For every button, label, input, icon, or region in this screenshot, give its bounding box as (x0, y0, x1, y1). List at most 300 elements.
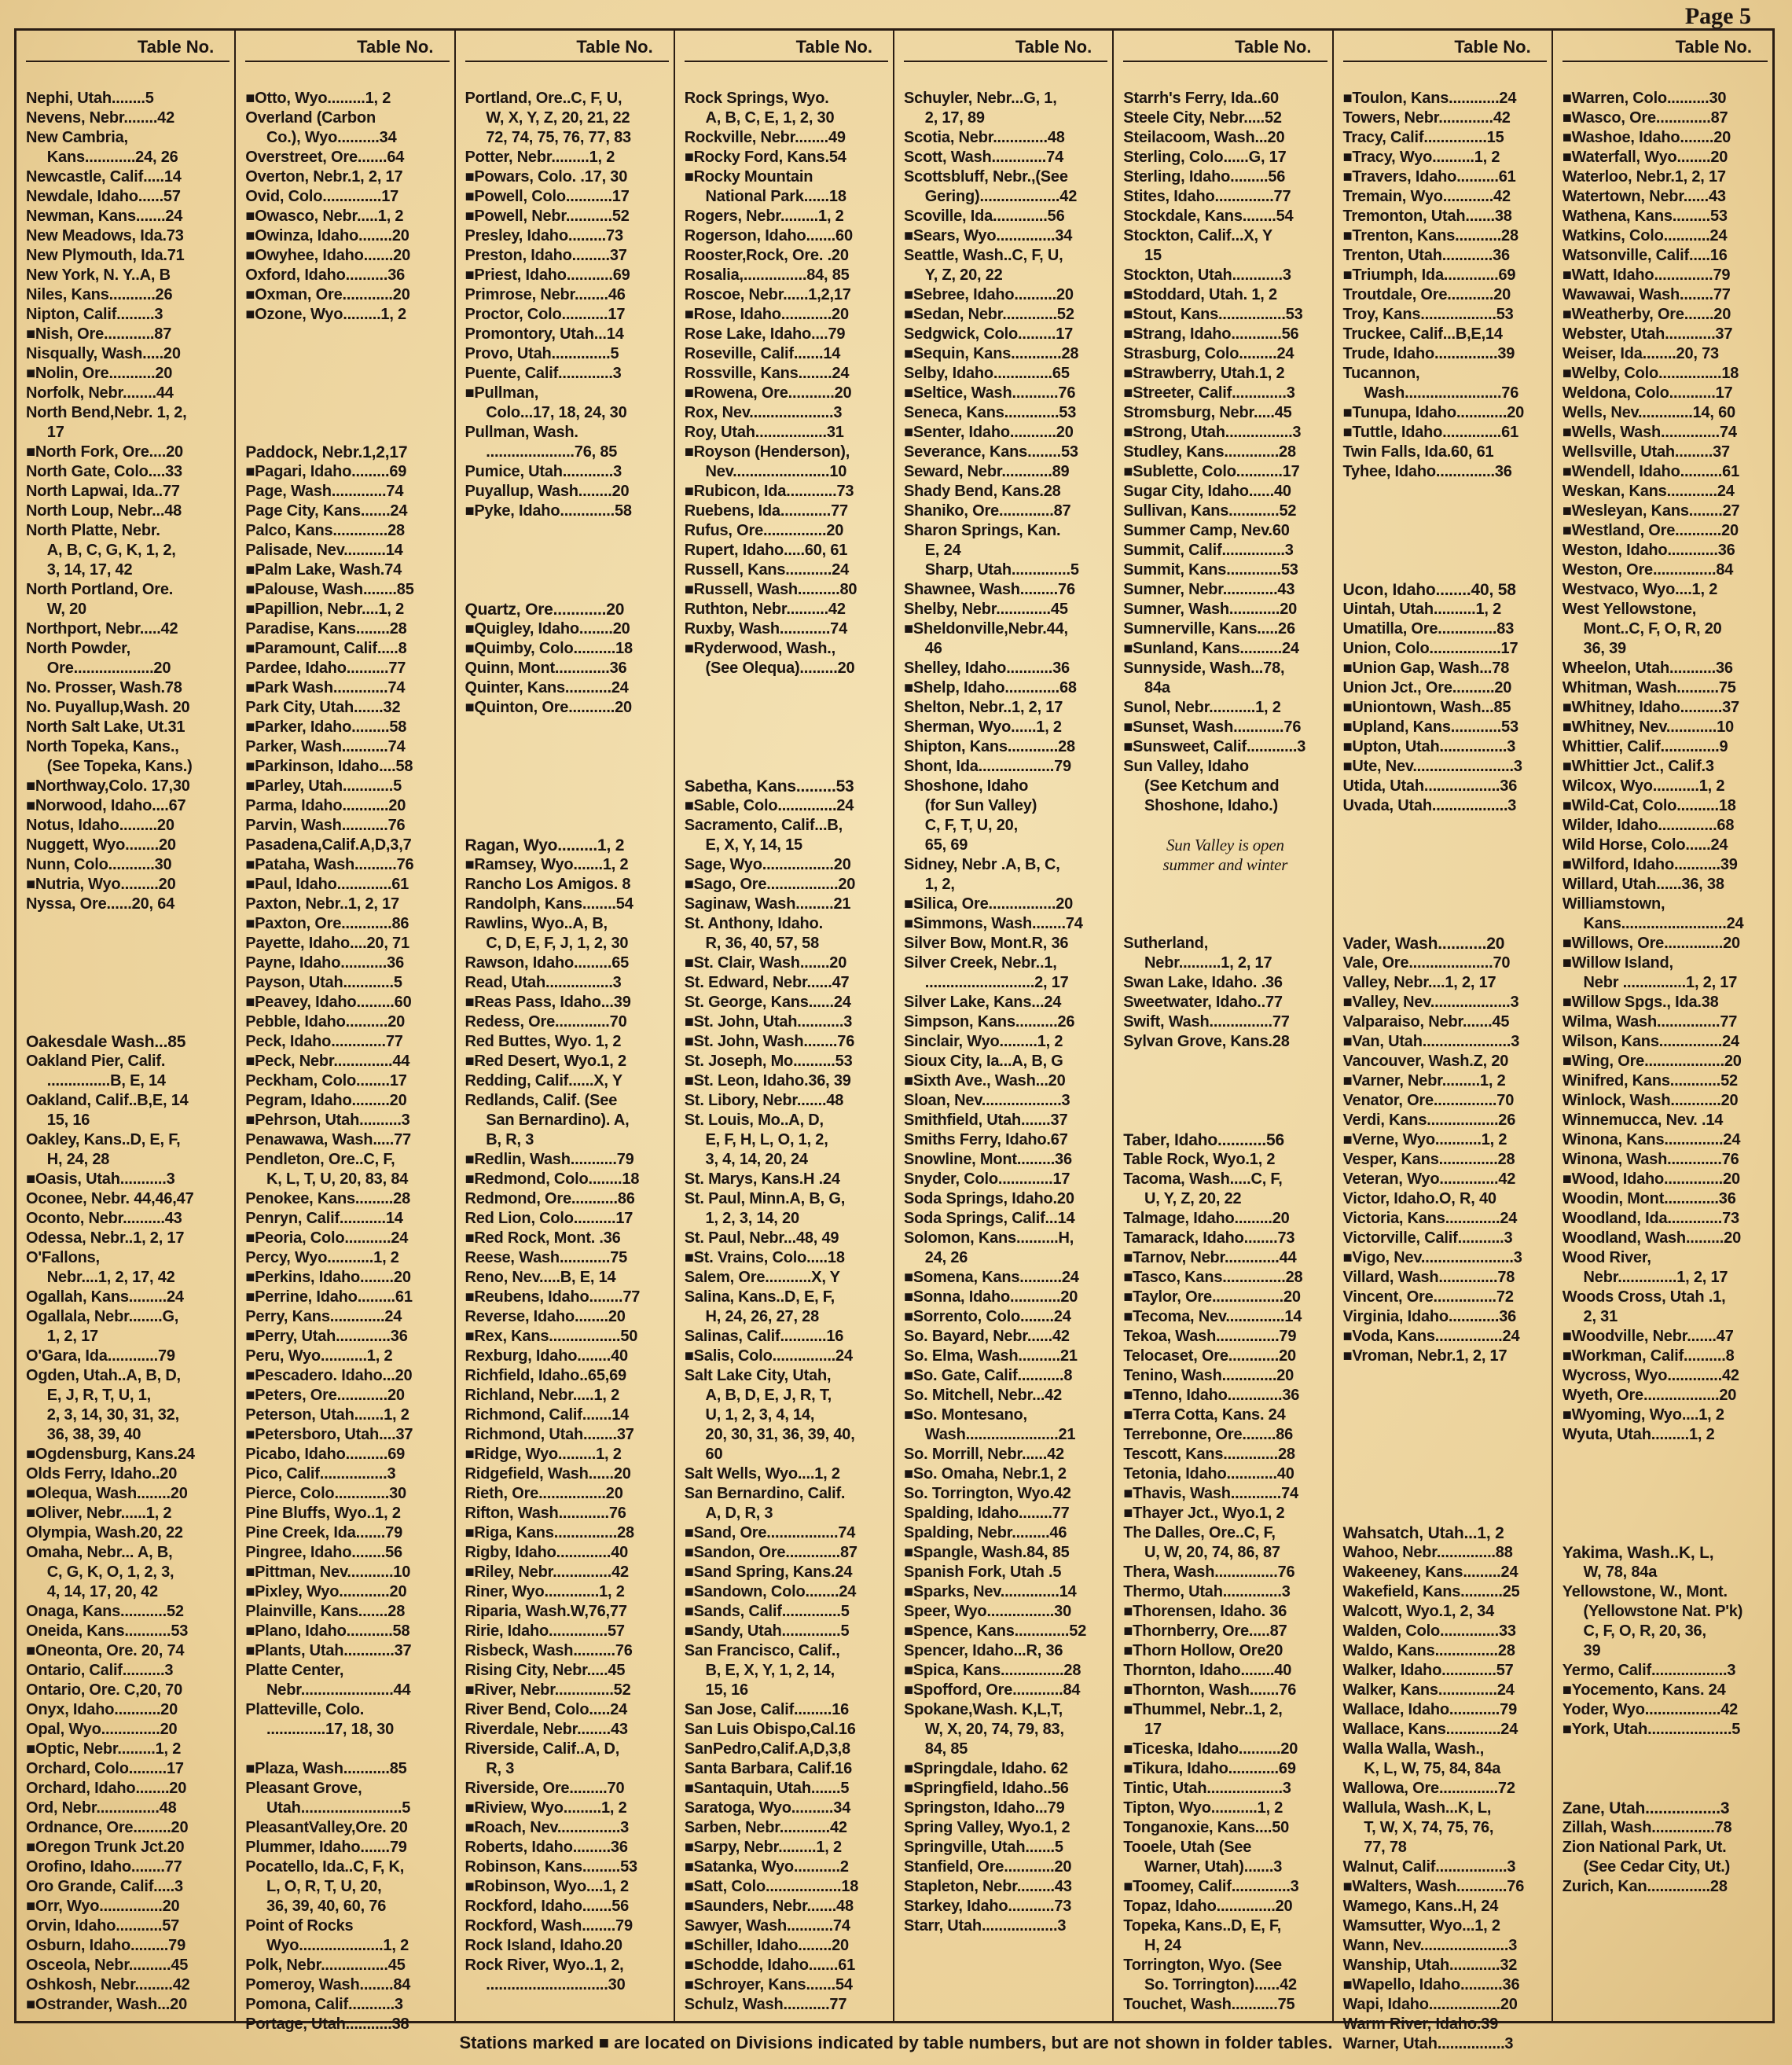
station-entry: Sarben, Nebr............42 (684, 1819, 847, 1836)
station-entry-lead: Quartz, Ore............20 (465, 601, 625, 619)
station-entry: ■Rowena, Ore...........20 (684, 384, 852, 402)
station-entry: ■Springfield, Idaho..56 (904, 1780, 1069, 1797)
station-entry: Victor, Idaho.O, R, 40 (1342, 1190, 1496, 1207)
station-entry: Pomeroy, Wash........84 (245, 1976, 411, 1993)
station-entry: Venator, Ore...............70 (1342, 1092, 1515, 1109)
station-entry: Tescott, Kans.............28 (1123, 1446, 1295, 1463)
station-entry: 20, 30, 31, 36, 39, 40, (684, 1426, 855, 1443)
station-entry: Rox, Nev....................3 (684, 404, 843, 421)
station-entry: Wyo....................1, 2 (245, 1937, 409, 1954)
station-entry: Silver Lake, Kans...24 (904, 994, 1062, 1011)
station-entry: K, L, T, U, 20, 83, 84 (245, 1170, 409, 1188)
station-entry: New Cambria, (26, 129, 128, 146)
station-entry: Stromsburg, Nebr.....45 (1123, 404, 1292, 421)
station-entry: North Gate, Colo....33 (26, 463, 182, 480)
station-entry: Richmond, Calif.......14 (465, 1406, 630, 1424)
station-entry: (See Olequa).........20 (684, 660, 855, 677)
station-entry: Sioux City, Ia...A, B, G (904, 1053, 1063, 1070)
station-entry: ■Peavey, Idaho.........60 (245, 994, 412, 1011)
spacer (245, 384, 449, 403)
station-entry: ■Sears, Wyo..............34 (904, 227, 1073, 244)
station-entry: ■Optic, Nebr.........1, 2 (26, 1740, 182, 1758)
spacer (1123, 1052, 1327, 1071)
station-entry: ■Perkins, Idaho........20 (245, 1269, 411, 1286)
station-entry: Warner, Utah).......3 (1123, 1858, 1283, 1876)
station-entry: Tonganoxie, Kans....50 (1123, 1819, 1290, 1836)
station-entry: Waldo, Kans...............28 (1342, 1642, 1515, 1659)
station-entry: So. Elma, Wash..........21 (904, 1347, 1078, 1365)
station-entry: ■Sixth Ave., Wash...20 (904, 1072, 1066, 1089)
station-entry: ■Sheldonville,Nebr.44, (904, 620, 1068, 638)
station-entry: .............................30 (465, 1976, 626, 1993)
station-entry: ■St. John, Wash........76 (684, 1033, 855, 1050)
station-entry: ■Pyke, Idaho.............58 (465, 502, 632, 520)
station-entry: Shady Bend, Kans.28 (904, 483, 1061, 500)
station-entry: Robinson, Kans.........53 (465, 1858, 637, 1876)
station-entry: ■Powell, Nebr...........52 (465, 208, 630, 225)
station-entry: A, B, C, G, K, 1, 2, (26, 542, 176, 559)
station-entry: Promontory, Utah...14 (465, 325, 624, 343)
station-entry: ■Parker, Idaho.........58 (245, 718, 407, 736)
station-entry: Spring Valley, Wyo.1, 2 (904, 1819, 1070, 1836)
station-entry: Tacoma, Wash.....C, F, (1123, 1170, 1283, 1188)
spacer (1562, 1464, 1768, 1484)
station-entry: ■Senter, Idaho...........20 (904, 424, 1074, 441)
station-entry: W, X, Y, Z, 20, 21, 22 (465, 109, 630, 127)
station-entry: ■Wing, Ore...................20 (1562, 1053, 1742, 1070)
station-entry: Nebr....1, 2, 17, 42 (26, 1269, 175, 1286)
station-entry: ■Powell, Colo...........17 (465, 188, 630, 205)
station-entry: ■Thorn Hollow, Ore20 (1123, 1642, 1283, 1659)
station-entry: ■Tikura, Idaho............69 (1123, 1760, 1296, 1777)
station-entry: ■York, Utah....................5 (1562, 1721, 1741, 1738)
station-entry: North Portland, Ore. (26, 581, 174, 598)
station-entry: Penokee, Kans.........28 (245, 1190, 410, 1207)
station-entry-lead: Paddock, Nebr.1,2,17 (245, 443, 408, 461)
station-entry: ■Red Rock, Mont. .36 (465, 1229, 621, 1247)
station-entry: ■Triumph, Ida.............69 (1342, 266, 1516, 284)
station-entry: Seneca, Kans.............53 (904, 404, 1077, 421)
station-entry: North Bend,Nebr. 1, 2, (26, 404, 187, 421)
station-entry: Pleasant Grove, (245, 1780, 362, 1797)
station-column (675, 31, 894, 2021)
column-header: Table No. (465, 31, 669, 62)
station-entry: Omaha, Nebr... A, B, (26, 1544, 173, 1561)
station-entry: North Powder, (26, 640, 130, 657)
station-entry: Sawyer, Wash...........74 (684, 1917, 850, 1935)
spacer (1343, 1484, 1547, 1504)
station-entry: ■Satanka, Wyo...........2 (684, 1858, 849, 1876)
station-entry: O'Fallons, (26, 1249, 100, 1266)
station-entry: 15, 16 (26, 1111, 90, 1129)
station-entry: 2, 3, 14, 30, 31, 32, (26, 1406, 179, 1424)
station-entry: Rosalia,...............84, 85 (684, 266, 850, 284)
station-entry: Riner, Wyo.............1, 2 (465, 1583, 625, 1600)
station-entry: ■Powars, Colo. .17, 30 (465, 168, 628, 186)
station-entry: ■Whittier Jct., Calif.3 (1562, 758, 1714, 775)
station-entry: Nephi, Utah........5 (26, 90, 154, 107)
station-entry: ■Sarpy, Nebr.........1, 2 (684, 1839, 842, 1856)
station-entry: Redmond, Ore...........86 (465, 1190, 635, 1207)
station-entry: ■Westland, Ore...........20 (1562, 522, 1739, 539)
station-entry: ■Rose, Idaho............20 (684, 306, 849, 323)
station-entry: Snyder, Colo.............17 (904, 1170, 1070, 1188)
station-entry: Newdale, Idaho......57 (26, 188, 181, 205)
station-entry: 3, 4, 14, 20, 24 (684, 1151, 808, 1168)
station-entry: 72, 74, 75, 76, 77, 83 (465, 129, 631, 146)
station-entry: (See Ketchum and (1123, 777, 1280, 795)
station-entry: ■Wood, Idaho..............20 (1562, 1170, 1740, 1188)
station-entry: Reno, Nev.....B, E, 14 (465, 1269, 616, 1286)
station-entry: Ruxby, Wash............74 (684, 620, 848, 638)
station-entry: Telocaset, Ore............20 (1123, 1347, 1296, 1365)
station-entry: ■Willow Spgs., Ida.38 (1562, 994, 1719, 1011)
station-entry: Wilson, Kans...............24 (1562, 1033, 1739, 1050)
station-entry: Roberts, Idaho.........36 (465, 1839, 628, 1856)
station-entry: Stockton, Utah............3 (1123, 266, 1291, 284)
station-entry: Umatilla, Ore..............83 (1342, 620, 1515, 638)
station-entry: Wilma, Wash...............77 (1562, 1013, 1738, 1031)
station-entry: Scoville, Ida.............56 (904, 208, 1065, 225)
station-entry: ■Whitney, Idaho..........37 (1562, 699, 1739, 716)
station-entry: ■Pittman, Nev...........10 (245, 1563, 411, 1581)
station-entry: Pendleton, Ore..C, F, (245, 1151, 395, 1168)
station-entry: National Park......18 (684, 188, 846, 205)
station-entry: Wamego, Kans..H, 24 (1342, 1898, 1499, 1915)
station-entry: Zion National Park, Ut. (1562, 1839, 1727, 1856)
station-entry: Trude, Idaho...............39 (1342, 345, 1515, 362)
column-header: Table No. (1123, 31, 1327, 62)
station-entry: Red Lion, Colo..........17 (465, 1210, 633, 1227)
station-entry: Rancho Los Amigos. 8 (465, 876, 631, 893)
station-entry: San Luis Obispo,Cal.16 (684, 1721, 856, 1738)
station-entry: Tintic, Utah..................3 (1123, 1780, 1291, 1797)
station-entry: Puyallup, Wash........20 (465, 483, 630, 500)
station-entry: San Bernardino, Calif. (684, 1485, 846, 1502)
spacer (1343, 1386, 1547, 1405)
station-entry: Wilcox, Wyo...........1, 2 (1562, 777, 1725, 795)
station-entry: Presley, Idaho.........73 (465, 227, 623, 244)
station-entry: Scottsbluff, Nebr.,(See (904, 168, 1068, 186)
station-entry: Yellowstone, W., Mont. (1562, 1583, 1728, 1600)
station-list (1343, 89, 1547, 2054)
station-entry: Tamarack, Idaho........73 (1123, 1229, 1295, 1247)
station-entry: Weskan, Kans............24 (1562, 483, 1735, 500)
station-entry: ■Tuttle, Idaho..............61 (1342, 424, 1519, 441)
station-entry: Thera, Wash...............76 (1123, 1563, 1295, 1581)
station-entry: Potter, Nebr.........1, 2 (465, 149, 615, 166)
station-entry: ■Sand Spring, Kans.24 (684, 1563, 853, 1581)
station-entry: Zurich, Kan...............28 (1562, 1878, 1728, 1895)
station-entry: ■Sublette, Colo...........17 (1123, 463, 1300, 480)
station-entry: Wakeeney, Kans.........24 (1342, 1563, 1518, 1581)
station-entry: ■Red Desert, Wyo.1, 2 (465, 1053, 626, 1070)
station-entry: 36, 39, 40, 60, 76 (245, 1898, 387, 1915)
station-entry: Ontario, Ore. C,20, 70 (26, 1681, 183, 1699)
station-entry: Ridgefield, Wash......20 (465, 1465, 631, 1483)
station-entry: Severance, Kans........53 (904, 443, 1078, 461)
station-entry: Peck, Idaho.............77 (245, 1033, 403, 1050)
station-entry: Strasburg, Colo.........24 (1123, 345, 1294, 362)
station-entry: Pine Creek, Ida.......79 (245, 1524, 402, 1541)
station-entry: Shelton, Nebr..1, 2, 17 (904, 699, 1063, 716)
station-entry: Perry, Kans.............24 (245, 1308, 402, 1325)
station-entry: Wilder, Idaho..............68 (1562, 817, 1735, 834)
station-entry: ■Salis, Colo...............24 (684, 1347, 853, 1365)
station-entry: ■Ozone, Wyo.........1, 2 (245, 306, 406, 323)
station-entry: St. Edward, Nebr......47 (684, 974, 850, 991)
station-entry: Trenton, Utah............36 (1342, 247, 1510, 264)
station-entry: L, O, R, T, U, 20, (245, 1878, 382, 1895)
station-entry: ■Oregon Trunk Jct.20 (26, 1839, 185, 1856)
station-entry: Walnut, Calif.................3 (1342, 1858, 1516, 1876)
station-entry: Oconee, Nebr. 44,46,47 (26, 1190, 194, 1207)
spacer (1343, 895, 1547, 914)
station-entry: Willard, Utah......36, 38 (1562, 876, 1724, 893)
station-entry: Rifton, Wash............76 (465, 1505, 626, 1522)
station-entry: Ord, Nebr...............48 (26, 1799, 177, 1817)
station-entry: Sumner, Wash............20 (1123, 601, 1298, 618)
station-entry: ■St. John, Utah...........3 (684, 1013, 853, 1031)
station-entry: Payette, Idaho....20, 71 (245, 935, 409, 952)
spacer (465, 560, 669, 580)
spacer (1343, 541, 1547, 560)
station-entry: ■River, Nebr..............52 (465, 1681, 631, 1699)
station-entry: ■Reas Pass, Idaho...39 (465, 994, 631, 1011)
station-entry: Rockford, Wash........79 (465, 1917, 633, 1935)
station-entry: ■Royson (Henderson), (684, 443, 850, 461)
station-entry: North Topeka, Kans., (26, 738, 179, 755)
station-entry: Nevens, Nebr........42 (26, 109, 175, 127)
station-entry: Vale, Ore....................70 (1342, 954, 1511, 972)
station-entry: 84, 85 (904, 1740, 968, 1758)
station-entry: Woods Cross, Utah .1, (1562, 1288, 1726, 1306)
station-entry: Thornton, Idaho........40 (1123, 1662, 1292, 1679)
station-entry: ■Schodde, Idaho.......61 (684, 1957, 856, 1974)
station-entry: Puente, Calif.............3 (465, 365, 622, 382)
spacer (245, 403, 449, 423)
station-entry: Randolph, Kans........54 (465, 895, 633, 913)
station-entry: Wallowa, Ore..............72 (1342, 1780, 1515, 1797)
station-list (685, 89, 888, 2015)
station-entry: Springston, Idaho...79 (904, 1799, 1065, 1817)
station-entry: Winifred, Kans............52 (1562, 1072, 1738, 1089)
spacer (1343, 1405, 1547, 1425)
station-entry: Sylvan Grove, Kans.28 (1123, 1033, 1290, 1050)
station-entry-lead: Ucon, Idaho........40, 58 (1342, 581, 1516, 599)
station-entry: Norfolk, Nebr........44 (26, 384, 174, 402)
station-entry-lead: Yakima, Wash..K, L, (1562, 1544, 1714, 1562)
station-entry: Shoshone, Idaho.) (1123, 797, 1278, 814)
station-entry: Redlands, Calif. (See (465, 1092, 618, 1109)
station-entry: Walker, Kans..............24 (1342, 1681, 1515, 1699)
station-entry: Seward, Nebr............89 (904, 463, 1070, 480)
station-entry: Platteville, Colo. (245, 1701, 365, 1718)
station-entry: Salina, Kans..D, E, F, (684, 1288, 835, 1306)
station-entry: ■Thorensen, Idaho. 36 (1123, 1603, 1287, 1620)
station-entry: ■Toomey, Calif..............3 (1123, 1878, 1299, 1895)
station-entry: Onyx, Idaho...........20 (26, 1701, 178, 1718)
station-entry: Pomona, Calif...........3 (245, 1996, 403, 2013)
station-entry: ■Streeter, Calif.............3 (1123, 384, 1295, 402)
station-entry: Wapi, Idaho.................20 (1342, 1996, 1518, 2013)
station-entry: ■Sunland, Kans..........24 (1123, 640, 1299, 657)
station-entry: A, B, C, E, 1, 2, 30 (684, 109, 835, 127)
spacer (245, 364, 449, 384)
station-entry: Smithfield, Utah.......37 (904, 1111, 1068, 1129)
station-entry: Sunol, Nebr...........1, 2 (1123, 699, 1281, 716)
station-entry: ■Sand, Ore.................74 (684, 1524, 856, 1541)
station-entry: Riparia, Wash.W,76,77 (465, 1603, 627, 1620)
station-entry: ■Warren, Colo..........30 (1562, 90, 1727, 107)
station-entry: 4, 14, 17, 20, 42 (26, 1583, 158, 1600)
station-entry: Rigby, Idaho.............40 (465, 1544, 629, 1561)
spacer (1343, 1445, 1547, 1464)
station-entry: Silver Creek, Nebr..1, (904, 954, 1057, 972)
station-entry: Peterson, Utah.......1, 2 (245, 1406, 409, 1424)
station-entry: ■Thornton, Wash.......76 (1123, 1681, 1297, 1699)
station-entry: Spanish Fork, Utah .5 (904, 1563, 1062, 1581)
station-entry: Rexburg, Idaho........40 (465, 1347, 628, 1365)
station-entry: ■Rocky Mountain (684, 168, 813, 186)
spacer (1343, 502, 1547, 521)
station-entry: Tucannon, (1342, 365, 1420, 382)
station-entry: ■Sequin, Kans............28 (904, 345, 1079, 362)
station-entry: Wellsville, Utah.........37 (1562, 443, 1730, 461)
station-entry: ■Paxton, Ore............86 (245, 915, 409, 932)
station-entry: ■Sparks, Nev..............14 (904, 1583, 1077, 1600)
station-entry: ■Tasco, Kans...............28 (1123, 1269, 1303, 1286)
station-entry: Studley, Kans.............28 (1123, 443, 1296, 461)
station-entry: North Platte, Nebr. (26, 522, 160, 539)
station-entry: Utida, Utah..................36 (1342, 777, 1518, 795)
station-entry: Wanship, Utah............32 (1342, 1957, 1518, 1974)
station-entry: E, X, Y, 14, 15 (684, 836, 802, 854)
station-entry: Steilacoom, Wash...20 (1123, 129, 1285, 146)
station-entry: Ogden, Utah..A, B, D, (26, 1367, 181, 1384)
station-entry: Sharp, Utah..............5 (904, 561, 1079, 579)
station-column (1334, 31, 1553, 2052)
station-entry: ■Verne, Wyo...........1, 2 (1342, 1131, 1507, 1148)
station-entry: Yoder, Wyo..................42 (1562, 1701, 1739, 1718)
station-entry: E, 24 (904, 542, 961, 559)
station-entry: Springville, Utah.......5 (904, 1839, 1063, 1856)
station-entry: Wallace, Idaho............79 (1342, 1701, 1518, 1718)
spacer (685, 718, 888, 737)
station-entry: Watertown, Nebr......43 (1562, 188, 1726, 205)
station-entry: Sedgwick, Colo.........17 (904, 325, 1074, 343)
spacer (1562, 1779, 1768, 1799)
station-entry: ■Wesleyan, Kans........27 (1562, 502, 1740, 520)
station-entry: Ruthton, Nebr..........42 (684, 601, 846, 618)
station-entry: Stites, Idaho..............77 (1123, 188, 1291, 205)
station-entry: Plainville, Kans.......28 (245, 1603, 406, 1620)
station-entry: ■Tenno, Idaho.............36 (1123, 1387, 1300, 1404)
station-entry: Wann, Nev.....................3 (1342, 1937, 1518, 1954)
station-entry-lead: Wahsatch, Utah...1, 2 (1342, 1524, 1504, 1542)
station-entry: ■Oxman, Ore............20 (245, 286, 410, 303)
station-entry: Richland, Nebr.....1, 2 (465, 1387, 620, 1404)
station-entry: ■Palouse, Wash........85 (245, 581, 414, 598)
station-entry: ■Varner, Nebr.........1, 2 (1342, 1072, 1506, 1089)
spacer (1343, 1425, 1547, 1445)
spacer (1123, 1111, 1327, 1130)
station-entry: Victoria, Kans.............24 (1342, 1210, 1518, 1227)
station-entry: Proctor, Colo...........17 (465, 306, 626, 323)
station-entry: ■Nutria, Wyo.........20 (26, 876, 176, 893)
station-entry: ■Toulon, Kans............24 (1342, 90, 1517, 107)
station-entry: Stockdale, Kans........54 (1123, 208, 1294, 225)
station-entry: Waterloo, Nebr.1, 2, 17 (1562, 168, 1726, 186)
station-entry: Starrh's Ferry, Ida..60 (1123, 90, 1279, 107)
station-entry: ..............17, 18, 30 (245, 1721, 395, 1738)
station-entry: Salem, Ore...........X, Y (684, 1269, 840, 1286)
station-entry: ...............B, E, 14 (26, 1072, 166, 1089)
station-entry: ■Ticeska, Idaho..........20 (1123, 1740, 1298, 1758)
station-entry: ■Weatherby, Ore.......20 (1562, 306, 1731, 323)
station-entry: Smiths Ferry, Idaho.67 (904, 1131, 1068, 1148)
station-entry: So. Bayard, Nebr......42 (904, 1328, 1070, 1345)
station-list (1562, 89, 1768, 1897)
station-entry: ■Ryderwood, Wash., (684, 640, 835, 657)
station-entry: ■Roach, Nev...............3 (465, 1819, 630, 1836)
spacer (465, 777, 669, 796)
station-entry: ■Springdale, Idaho. 62 (904, 1760, 1068, 1777)
station-entry: 3, 14, 17, 42 (26, 561, 133, 579)
station-entry: ■Sebree, Idaho..........20 (904, 286, 1074, 303)
station-entry: Peru, Wyo...........1, 2 (245, 1347, 393, 1365)
station-entry: Kans............24, 26 (26, 149, 178, 166)
station-entry: ■Silica, Ore................20 (904, 895, 1074, 913)
station-entry: Shoshone, Idaho (904, 777, 1029, 795)
station-entry: Point of Rocks (245, 1917, 354, 1935)
station-entry: Roy, Utah.................31 (684, 424, 844, 441)
station-entry: Swift, Wash...............77 (1123, 1013, 1290, 1031)
station-entry: 24, 26 (904, 1249, 968, 1266)
station-entry: ■Ridge, Wyo.........1, 2 (465, 1446, 622, 1463)
station-entry: Silver Bow, Mont.R, 36 (904, 935, 1069, 952)
station-entry: Webster, Utah............37 (1562, 325, 1733, 343)
spacer (26, 993, 230, 1012)
station-entry: Villard, Wash..............78 (1342, 1269, 1515, 1286)
spacer (685, 678, 888, 698)
station-entry: ■Spence, Kans.............52 (904, 1622, 1087, 1640)
station-entry: ■Pagari, Idaho.........69 (245, 463, 407, 480)
station-entry: Oakland, Calif..B,E, 14 (26, 1092, 189, 1109)
station-entry: U, 1, 2, 3, 4, 14, (684, 1406, 815, 1424)
station-entry: Preston, Idaho.........37 (465, 247, 627, 264)
station-entry: Shont, Ida..................79 (904, 758, 1071, 775)
station-entry: ■Willow Island, (1562, 954, 1673, 972)
station-entry: So. Morrill, Nebr......42 (904, 1446, 1064, 1463)
station-entry: H, 24 (1123, 1937, 1181, 1954)
station-entry: Quinter, Kans...........24 (465, 679, 629, 696)
station-entry: ■Watt, Idaho..............79 (1562, 266, 1731, 284)
station-entry: ■Plano, Idaho...........58 (245, 1622, 410, 1640)
station-entry: 17 (26, 424, 64, 441)
station-entry: Spencer, Idaho...R, 36 (904, 1642, 1063, 1659)
column-header: Table No. (26, 31, 230, 62)
station-entry: 46 (904, 640, 942, 657)
station-entry: ■Olequa, Wash........20 (26, 1485, 188, 1502)
station-entry: ■Wells, Wash..............74 (1562, 424, 1737, 441)
station-entry: ■Walters, Wash............76 (1342, 1878, 1525, 1895)
station-entry: Sumnerville, Kans.....26 (1123, 620, 1295, 638)
station-entry: North Lapwai, Ida..77 (26, 483, 180, 500)
station-entry: 15 (1123, 247, 1162, 264)
spacer (465, 757, 669, 777)
spacer (465, 796, 669, 816)
